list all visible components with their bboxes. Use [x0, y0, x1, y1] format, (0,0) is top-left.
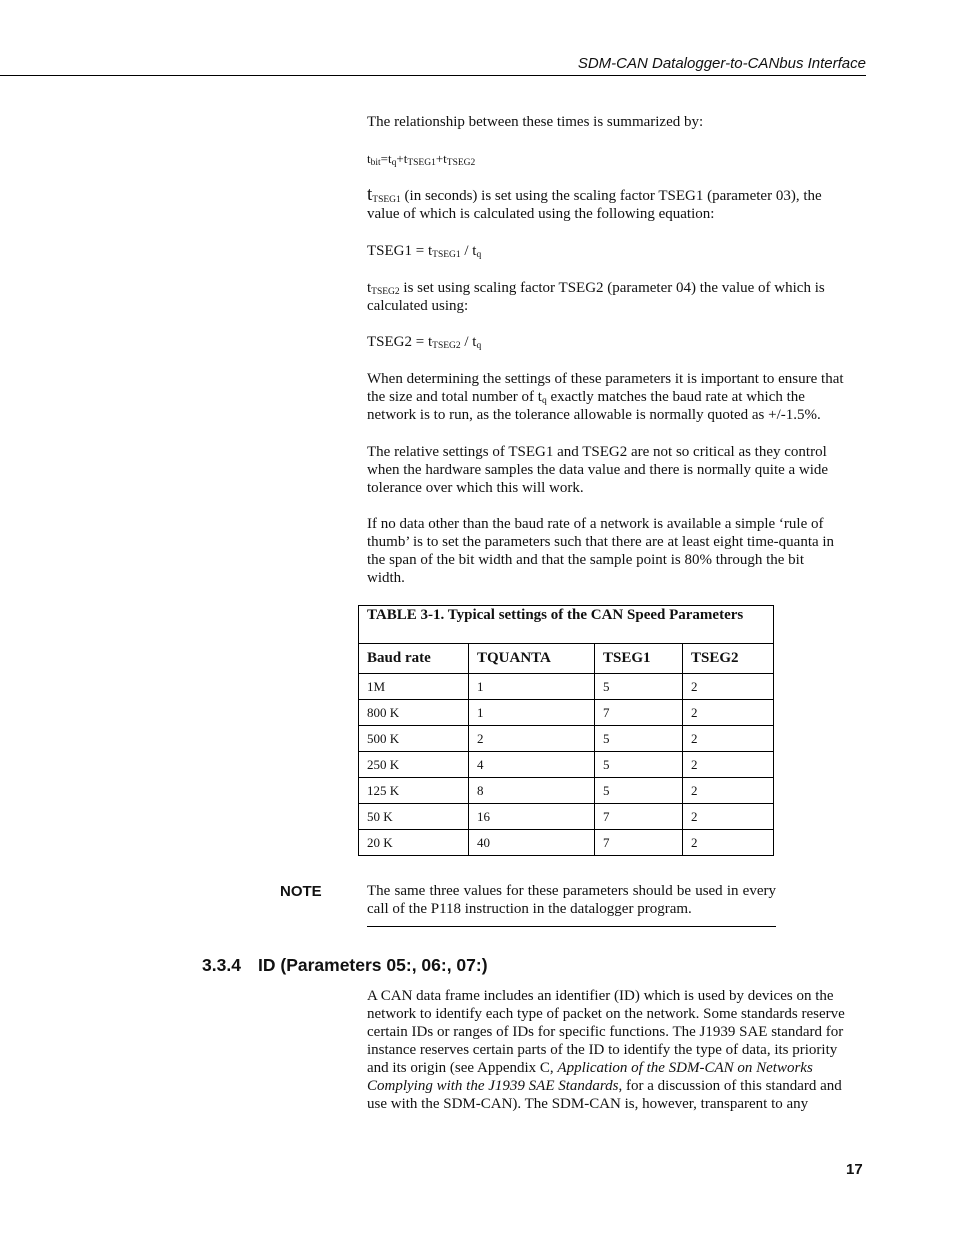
page-number: 17	[846, 1161, 863, 1178]
table-cell: 50 K	[359, 804, 469, 830]
section-heading	[202, 955, 488, 976]
table-cell: 5	[595, 778, 683, 804]
table-cell: 2	[683, 778, 774, 804]
table-row	[359, 674, 774, 700]
note-text: The same three values for these parameters should be used in every call of the P118 instruction in the datalogger program.	[367, 882, 776, 927]
table-cell: 7	[595, 700, 683, 726]
paragraph-id: A CAN data frame includes an identifier (ID) which is used by devices on the network to identify each type of packet on the network. Some standards reserve certain IDs or ranges of IDs for specific functions. The J1939 SAE standard for instance reserves certain parts of the ID to identify the type of data, its priority and its origin (see Appendix C, Application of the SDM-CAN on Networks Complying with the J1939 SAE Standards, for a discussion of this standard and use with the SDM-CAN). The SDM-CAN is, however, transparent to any	[367, 988, 845, 1112]
table-cell: 40	[469, 830, 595, 856]
running-header	[0, 54, 866, 76]
table-cell: 2	[683, 804, 774, 830]
table-cell: 20 K	[359, 830, 469, 856]
table-cell: 7	[595, 804, 683, 830]
column-header-baud-rate: Baud rate	[359, 644, 469, 674]
table-cell: 1M	[359, 674, 469, 700]
table-row	[359, 778, 774, 804]
paragraph-rule-of-thumb: If no data other than the baud rate of a network is available a simple ‘rule of thumb’ is to set the parameters such that there are at least eight time-quanta in the span of the bit width and that the sample point is 80% through the bit width.	[367, 516, 835, 586]
table-cell: 250 K	[359, 752, 469, 778]
paragraph-tseg2: $t_{TSEG2}$ is set using scaling factor TSEG2 (parameter 04) the value of which is calculated using:	[367, 280, 825, 314]
column-header-tseg1: TSEG1	[595, 644, 683, 674]
table-row	[359, 752, 774, 778]
table-cell: 2	[683, 674, 774, 700]
column-header-tquanta: TQUANTA	[469, 644, 595, 674]
section-title: ID (Parameters 05:, 06:, 07:)	[258, 955, 488, 975]
table-row	[359, 830, 774, 856]
table-cell: 1	[469, 700, 595, 726]
table-cell: 4	[469, 752, 595, 778]
column-header-tseg2: TSEG2	[683, 644, 774, 674]
equation-tseg2: TSEG2 = $t_{TSEG2} / t_q$	[367, 334, 482, 351]
table-cell: 5	[595, 726, 683, 752]
table-cell: 5	[595, 674, 683, 700]
table-cell: 2	[683, 700, 774, 726]
table-cell: 800 K	[359, 700, 469, 726]
table-cell: 16	[469, 804, 595, 830]
table-cell: 2	[683, 726, 774, 752]
table-cell: 5	[595, 752, 683, 778]
table-cell: 2	[683, 830, 774, 856]
can-speed-table	[358, 605, 774, 856]
table-cell: 500 K	[359, 726, 469, 752]
section-number: 3.3.4	[202, 955, 241, 975]
table-cell: 2	[683, 752, 774, 778]
table-row	[359, 700, 774, 726]
paragraph-relative-settings: The relative settings of TSEG1 and TSEG2 are not so critical as they control when the hardware samples the data value and there is normally quite a wide tolerance over which this will work.	[367, 444, 829, 496]
table-cell: 7	[595, 830, 683, 856]
equation-tbit: $t_{bit}=t_q+t_{TSEG1}+t_{TSEG2}$	[367, 151, 476, 168]
note-label: NOTE	[280, 883, 322, 900]
paragraph-intro: The relationship between these times is summarized by:	[367, 114, 704, 130]
table-cell: 2	[469, 726, 595, 752]
paragraph-tseg1: $t_{TSEG1}$ (in seconds) is set using the scaling factor TSEG1 (parameter 03), the value of which is calculated using the following equation:	[367, 184, 822, 222]
equation-tseg1: TSEG1 = $t_{TSEG1} / t_q$	[367, 243, 482, 260]
table-row	[359, 726, 774, 752]
table-row	[359, 804, 774, 830]
table-cell: 1	[469, 674, 595, 700]
table-cell: 125 K	[359, 778, 469, 804]
table-cell: 8	[469, 778, 595, 804]
header-title: SDM-CAN Datalogger-to-CANbus Interface	[577, 55, 866, 72]
table-caption: TABLE 3-1. Typical settings of the CAN Speed Parameters	[359, 606, 774, 644]
paragraph-tolerance: When determining the settings of these parameters it is important to ensure that the size and total number of $t_q$ exactly matches the baud rate at which the network is to run, as the tolerance allowable is normally quoted as +/-1.5%.	[367, 371, 844, 423]
